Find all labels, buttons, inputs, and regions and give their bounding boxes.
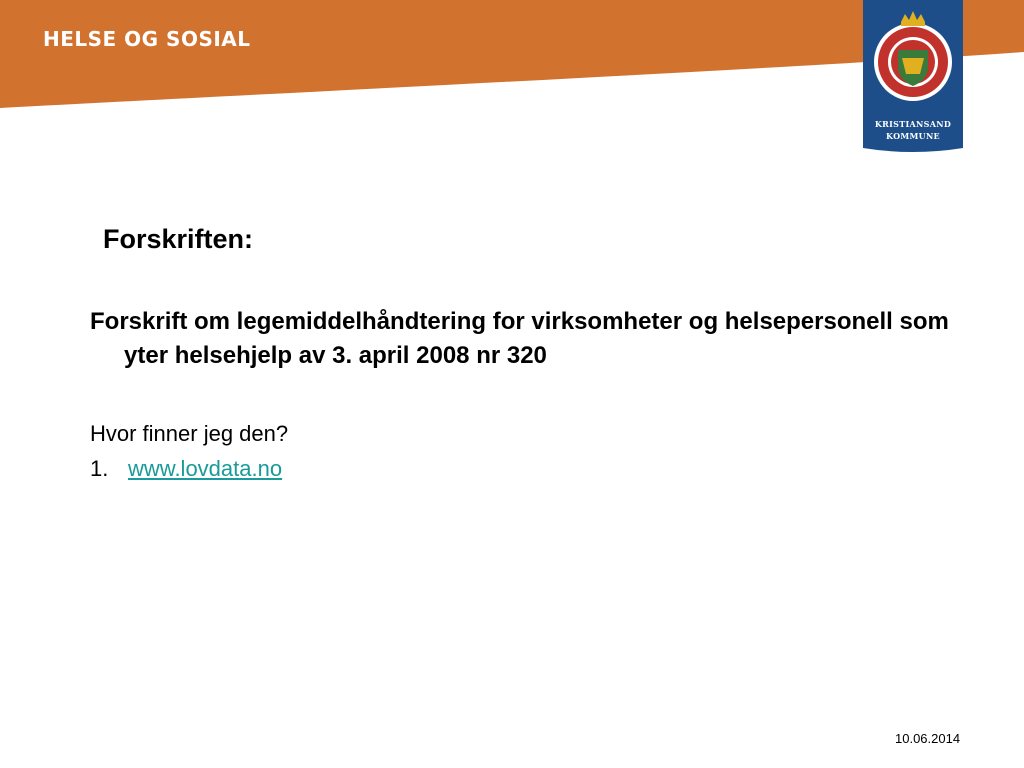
list-number: 1. [90,456,109,481]
regulation-text: Forskrift om legemiddelhåndtering for virksomheter og helsepersonell som yter helsehjelp av 3. april 2008 nr 320 [90,308,949,369]
list-item [90,456,282,482]
footer-date: 10.06.2014 [895,731,961,746]
logo-text-line1: KRISTIANSAND [874,119,952,129]
slide-title: Forskriften: [103,224,254,254]
logo-text-line2: KOMMUNE [886,131,940,141]
question-text: Hvor finner jeg den? [90,421,289,446]
department-label: HELSE OG SOSIAL [43,27,251,51]
kristiansand-logo [860,0,966,154]
lovdata-link[interactable]: www.lovdata.no [128,456,283,481]
